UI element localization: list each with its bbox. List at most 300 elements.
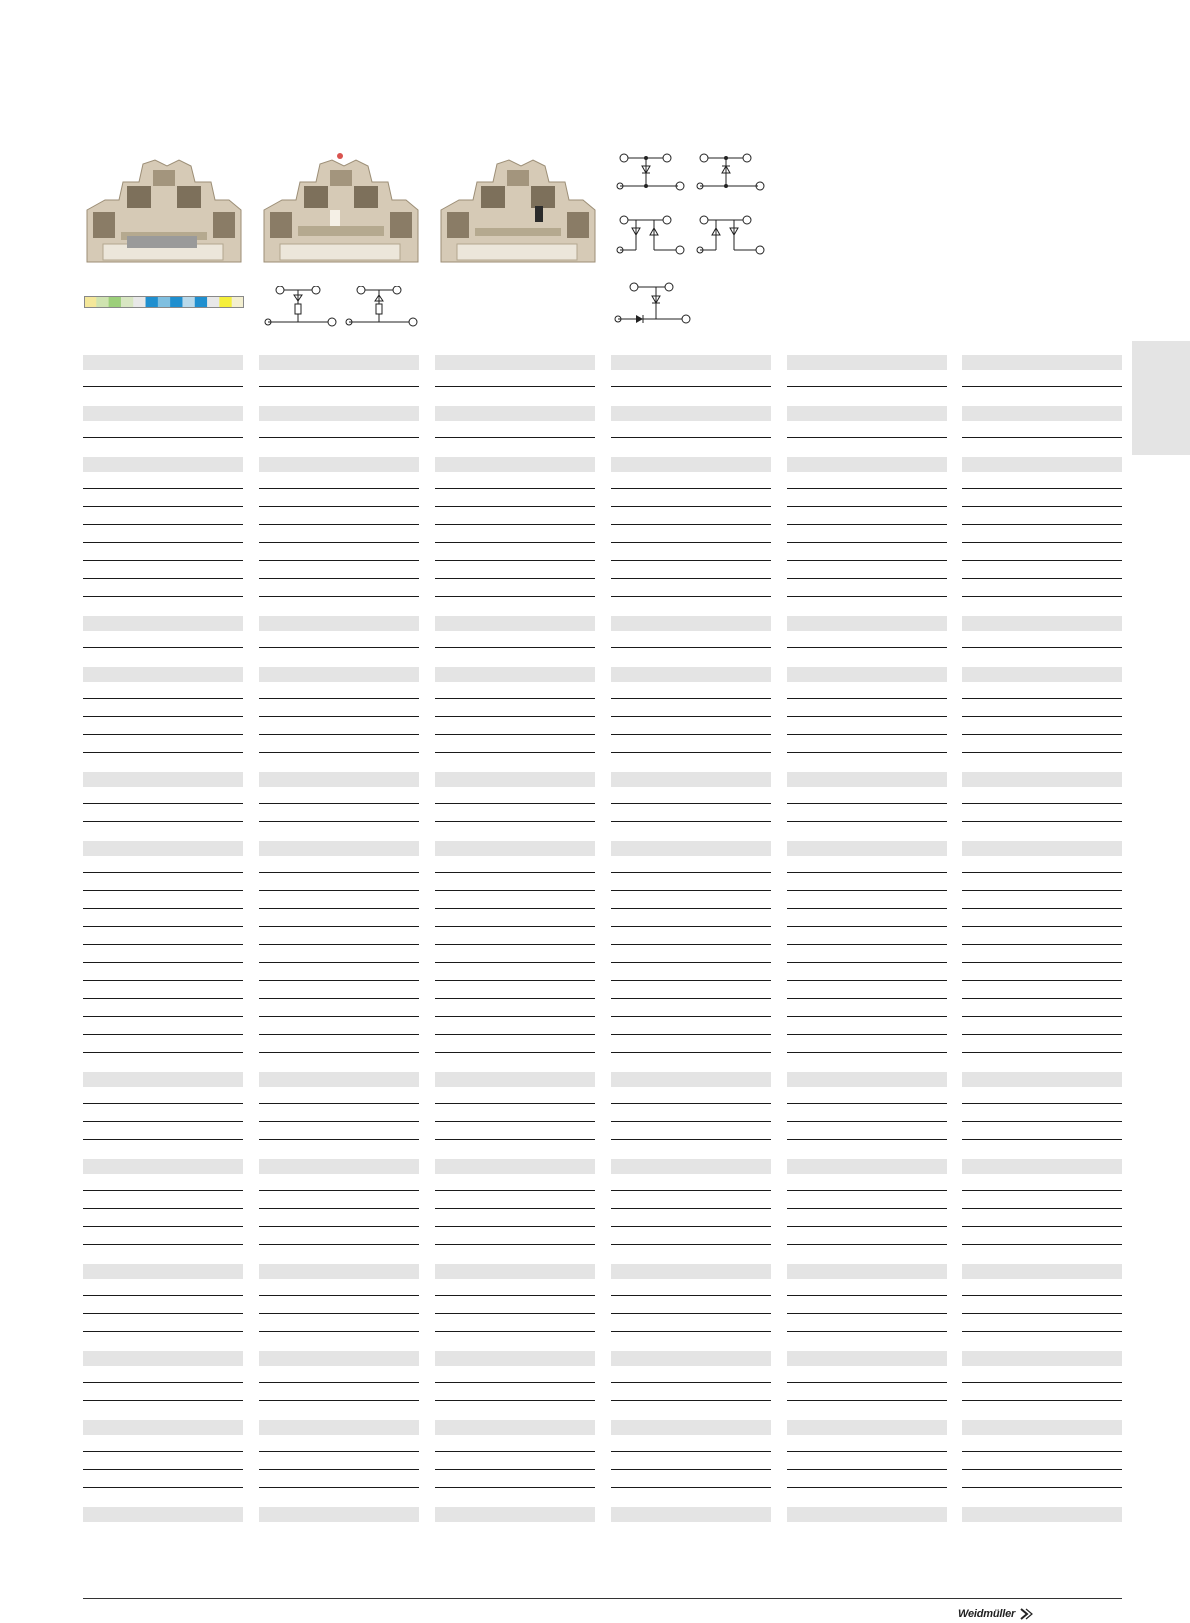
table-row [611,962,771,963]
table-group-header [787,1159,947,1174]
table-row [611,1331,771,1332]
table-row [611,980,771,981]
table-row [83,821,243,822]
table-row [259,506,419,507]
table-row [83,980,243,981]
table-group-header [611,1507,771,1522]
table-row [83,1016,243,1017]
table-row [787,698,947,699]
table-group-header [435,1351,595,1366]
table-row [259,488,419,489]
table-row [962,1244,1122,1245]
table-row [787,1331,947,1332]
table-group-header [259,616,419,631]
table-row [435,386,595,387]
table-group-header [611,1351,771,1366]
table-row [435,1244,595,1245]
table-row [435,542,595,543]
table-row [962,998,1122,999]
table-row [611,821,771,822]
table-row [787,386,947,387]
table-group-header [611,667,771,682]
table-row [83,872,243,873]
table-row [83,944,243,945]
table-row [611,1295,771,1296]
table-row [787,734,947,735]
table-group-header [787,1507,947,1522]
table-row [83,578,243,579]
table-row [83,1331,243,1332]
table-row [962,1400,1122,1401]
table-row [787,1313,947,1314]
table-group-header [611,457,771,472]
table-row [83,488,243,489]
table-row [962,560,1122,561]
table-row [259,716,419,717]
table-row [611,890,771,891]
table-row [435,1226,595,1227]
table-row [787,962,947,963]
table-row [259,542,419,543]
table-row [962,506,1122,507]
table-group-header [83,616,243,631]
table-row [611,872,771,873]
table-row [787,647,947,648]
table-row [259,1313,419,1314]
table-group-header [611,1420,771,1435]
table-group-header [435,1420,595,1435]
table-row [962,698,1122,699]
table-row [962,734,1122,735]
table-row [611,1139,771,1140]
table-row [611,1382,771,1383]
table-group-header [435,1159,595,1174]
table-group-header [259,841,419,856]
table-row [962,1313,1122,1314]
table-group-header [435,1264,595,1279]
table-row [83,1295,243,1296]
table-row [962,1208,1122,1209]
table-group-header [611,772,771,787]
table-row [962,1469,1122,1470]
table-row [611,524,771,525]
table-group-header [83,667,243,682]
table-row [611,596,771,597]
table-group-header [787,841,947,856]
table-row [83,596,243,597]
table-row [962,1382,1122,1383]
table-row [962,821,1122,822]
table-row [611,1121,771,1122]
table-group-header [962,841,1122,856]
table-row [787,1034,947,1035]
table-group-header [787,772,947,787]
table-row [435,647,595,648]
table-group-header [962,772,1122,787]
table-row [435,1451,595,1452]
table-row [259,734,419,735]
table-row [962,1016,1122,1017]
table-group-header [435,406,595,421]
table-row [611,386,771,387]
table-row [611,1313,771,1314]
table-group-header [962,1159,1122,1174]
table-row [435,1103,595,1104]
table-row [435,998,595,999]
table-group-header [962,1420,1122,1435]
table-row [787,506,947,507]
table-row [435,734,595,735]
table-row [435,1139,595,1140]
table-row [83,998,243,999]
brand-mark-icon [1019,1608,1033,1620]
table-row [83,1139,243,1140]
table-row [83,962,243,963]
table-row [435,1400,595,1401]
table-row [83,908,243,909]
table-group-header [259,1351,419,1366]
table-group-header [259,1420,419,1435]
table-row [83,506,243,507]
table-row [83,1190,243,1191]
table-group-header [83,1351,243,1366]
table-row [787,1016,947,1017]
table-group-header [83,457,243,472]
table-row [611,1487,771,1488]
table-row [259,1400,419,1401]
table-row [962,1034,1122,1035]
table-row [83,560,243,561]
table-row [435,890,595,891]
table-group-header [611,406,771,421]
footer-rule [83,1598,1122,1599]
table-group-header [259,1507,419,1522]
table-row [962,716,1122,717]
table-row [83,1103,243,1104]
table-row [83,1382,243,1383]
table-row [611,752,771,753]
table-group-header [962,1264,1122,1279]
table-row [83,1034,243,1035]
table-row [259,1190,419,1191]
table-row [611,542,771,543]
table-row [259,560,419,561]
table-row [83,1052,243,1053]
table-row [962,524,1122,525]
table-row [962,1103,1122,1104]
table-row [962,926,1122,927]
table-row [611,1016,771,1017]
table-group-header [611,1264,771,1279]
table-group-header [787,1072,947,1087]
table-row [962,1190,1122,1191]
table-row [83,926,243,927]
table-row [787,1400,947,1401]
table-group-header [611,1072,771,1087]
brand-name: Weidmüller [958,1608,1016,1620]
table-row [611,437,771,438]
table-row [83,386,243,387]
table-row [83,890,243,891]
table-column [611,0,771,1623]
table-row [435,578,595,579]
table-row [259,1103,419,1104]
table-row [259,596,419,597]
table-row [962,803,1122,804]
table-group-header [787,667,947,682]
table-row [962,647,1122,648]
table-row [962,1295,1122,1296]
table-row [259,944,419,945]
table-row [435,1190,595,1191]
table-row [962,1451,1122,1452]
table-row [259,872,419,873]
table-group-header [435,355,595,370]
table-row [83,716,243,717]
table-row [259,1295,419,1296]
table-row [962,944,1122,945]
table-row [259,1208,419,1209]
table-row [435,908,595,909]
table-row [611,698,771,699]
table-row [259,386,419,387]
table-group-header [962,1351,1122,1366]
table-group-header [259,1159,419,1174]
table-row [962,962,1122,963]
table-row [435,944,595,945]
table-row [787,872,947,873]
table-group-header [259,406,419,421]
table-row [435,1052,595,1053]
table-row [611,560,771,561]
table-row [962,752,1122,753]
table-group-header [435,841,595,856]
table-row [435,1016,595,1017]
table-row [611,944,771,945]
table-row [611,1034,771,1035]
table-group-header [787,1420,947,1435]
table-group-header [962,406,1122,421]
table-group-header [83,772,243,787]
table-group-header [962,616,1122,631]
table-row [962,1331,1122,1332]
table-row [962,1226,1122,1227]
table-row [787,596,947,597]
table-row [435,506,595,507]
table-row [435,1487,595,1488]
table-row [435,524,595,525]
table-row [83,698,243,699]
table-row [962,1121,1122,1122]
table-row [435,1382,595,1383]
table-row [83,524,243,525]
table-row [611,1469,771,1470]
table-row [787,1208,947,1209]
table-row [962,1052,1122,1053]
table-row [787,578,947,579]
table-group-header [259,457,419,472]
table-group-header [611,841,771,856]
table-row [83,1244,243,1245]
table-row [435,1034,595,1035]
table-row [611,1052,771,1053]
table-row [83,803,243,804]
table-column [259,0,419,1623]
table-row [962,1139,1122,1140]
brand-logo [958,1606,1033,1622]
table-row [611,1190,771,1191]
table-row [962,437,1122,438]
table-row [611,1226,771,1227]
table-row [787,1451,947,1452]
table-row [435,1295,595,1296]
table-row [962,1487,1122,1488]
table-row [259,647,419,648]
table-row [787,542,947,543]
table-row [962,578,1122,579]
table-row [435,488,595,489]
table-row [259,803,419,804]
table-row [259,998,419,999]
table-row [611,488,771,489]
table-row [259,1469,419,1470]
table-group-header [787,457,947,472]
table-row [787,1295,947,1296]
table-group-header [83,406,243,421]
table-row [435,821,595,822]
table-group-header [611,616,771,631]
table-group-header [259,1264,419,1279]
table-row [259,752,419,753]
table-row [259,1016,419,1017]
table-row [787,1382,947,1383]
table-row [787,1244,947,1245]
table-group-header [962,667,1122,682]
table-row [787,752,947,753]
table-row [83,734,243,735]
table-group-header [787,1351,947,1366]
table-group-header [83,1264,243,1279]
table-row [83,1469,243,1470]
table-column [435,0,595,1623]
table-row [787,488,947,489]
table-row [611,908,771,909]
table-row [787,1052,947,1053]
table-row [259,1451,419,1452]
table-row [787,524,947,525]
table-group-header [83,841,243,856]
table-group-header [435,772,595,787]
table-group-header [962,457,1122,472]
table-row [787,890,947,891]
table-row [83,1208,243,1209]
table-group-header [83,1072,243,1087]
table-row [611,1244,771,1245]
table-row [787,1487,947,1488]
table-group-header [787,1264,947,1279]
table-row [435,1208,595,1209]
table-row [787,1103,947,1104]
table-row [611,1208,771,1209]
table-group-header [83,1159,243,1174]
table-row [611,1103,771,1104]
table-row [787,998,947,999]
table-row [259,437,419,438]
table-row [435,872,595,873]
table-row [435,1469,595,1470]
table-row [787,1226,947,1227]
table-row [259,1121,419,1122]
table-row [787,1469,947,1470]
table-row [83,1400,243,1401]
table-row [259,926,419,927]
table-row [83,1451,243,1452]
table-row [259,1226,419,1227]
table-group-header [83,355,243,370]
table-group-header [611,1159,771,1174]
table-column [787,0,947,1623]
table-group-header [435,667,595,682]
table-row [787,437,947,438]
table-row [787,980,947,981]
table-row [435,698,595,699]
table-row [435,1331,595,1332]
table-row [787,821,947,822]
table-row [435,752,595,753]
table-row [83,1226,243,1227]
table-row [83,1121,243,1122]
table-row [83,1487,243,1488]
table-row [787,803,947,804]
table-row [83,647,243,648]
table-row [611,998,771,999]
table-group-header [83,1507,243,1522]
table-row [259,890,419,891]
table-row [611,716,771,717]
table-row [259,1034,419,1035]
table-row [962,980,1122,981]
table-row [259,1382,419,1383]
table-row [611,1400,771,1401]
table-row [787,1190,947,1191]
table-row [611,1451,771,1452]
table-row [259,578,419,579]
table-row [962,908,1122,909]
table-row [962,542,1122,543]
table-row [435,716,595,717]
table-row [962,386,1122,387]
table-group-header [259,1072,419,1087]
table-row [962,890,1122,891]
table-row [611,926,771,927]
table-row [962,488,1122,489]
table-row [259,698,419,699]
table-row [259,908,419,909]
table-group-header [435,457,595,472]
table-row [435,1313,595,1314]
table-row [83,1313,243,1314]
table-group-header [259,355,419,370]
table-group-header [787,355,947,370]
table-group-header [787,616,947,631]
table-group-header [962,1507,1122,1522]
table-row [435,596,595,597]
table-row [259,1052,419,1053]
table-row [435,926,595,927]
table-row [787,560,947,561]
table-row [611,803,771,804]
table-row [787,716,947,717]
